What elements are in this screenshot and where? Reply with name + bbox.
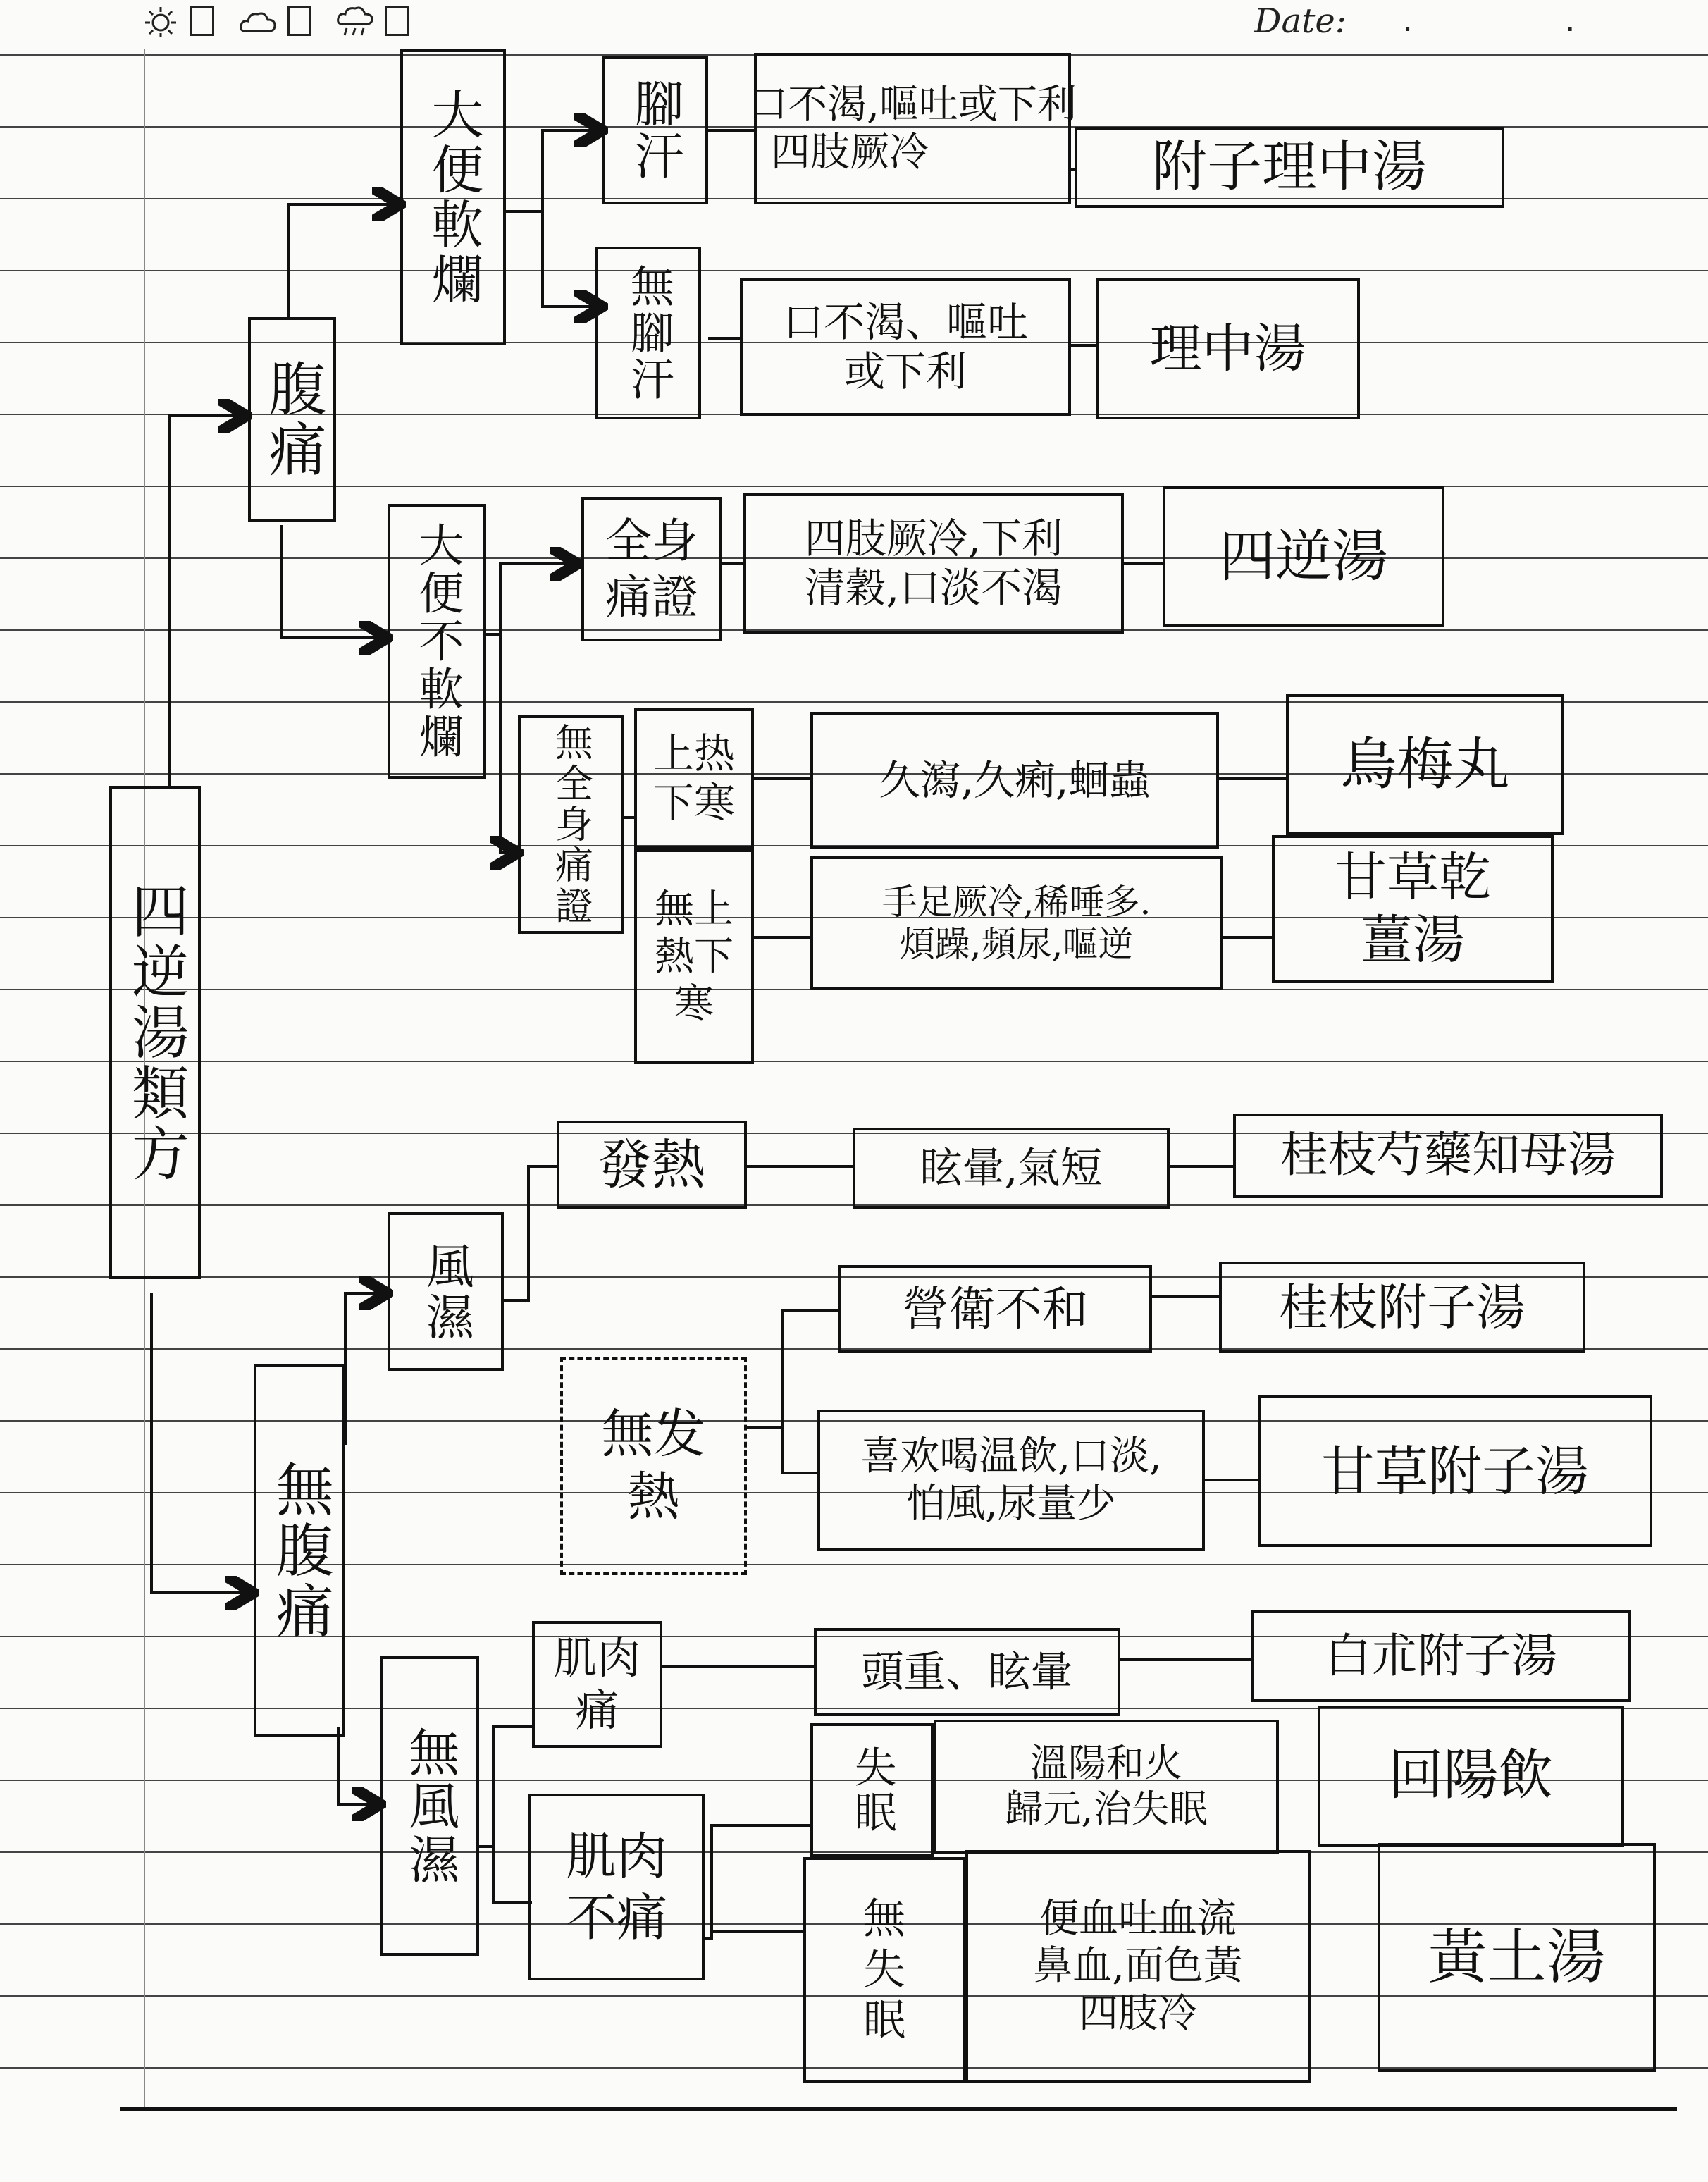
node-ji-rou-bu-tong: 肌肉 不痛 (528, 1794, 705, 1980)
node-wu-shi-mian: 無 失 眠 (803, 1857, 965, 2083)
symptom-s10: 溫陽和火 歸元,治失眠 (934, 1720, 1279, 1854)
edge-fengshi-fare (504, 1166, 557, 1300)
node-quan-shen-tong-zheng: 全身 痛證 (581, 497, 722, 641)
edge-wufutong-wufengshi (338, 1727, 380, 1804)
edge-bujirou-shimian (705, 1825, 810, 1938)
edge-root-futong (169, 416, 247, 789)
edge-dabian-wujiaohan (543, 211, 602, 307)
node-fa-re: 發熱 (557, 1121, 747, 1209)
symptom-s9: 頭重、眩暈 (814, 1628, 1120, 1716)
node-wu-feng-shi: 無風濕 (380, 1656, 479, 1956)
symptom-s2: 口不渴、嘔吐 或下利 (740, 278, 1071, 416)
edge-futong-dabian (289, 204, 400, 317)
edge-wufare-s8 (782, 1427, 817, 1473)
symptom-s4: 久瀉,久痢,蛔蟲 (810, 712, 1219, 849)
edge-root-wufutong (151, 1293, 254, 1593)
root-node: 四逆湯類方 (109, 786, 201, 1279)
edge-bujirou-wushimian (712, 1931, 803, 1938)
node-da-bian-ruan-lan: 大便軟爛 (400, 49, 506, 345)
bottom-rule (120, 2107, 1677, 2111)
node-da-bian-bu-ruan-lan: 大便不軟爛 (388, 504, 486, 779)
symptom-s6: 眩暈,氣短 (853, 1128, 1170, 1209)
formula-f8: 甘草附子湯 (1258, 1395, 1652, 1547)
symptom-s7: 營衛不和 (838, 1265, 1152, 1353)
node-wu-fa-re: 無发 熱 (560, 1357, 747, 1575)
edge-buruan-wuquanshen (500, 634, 518, 853)
node-shang-re-xia-han: 上热 下寒 (634, 708, 754, 849)
formula-f10: 回陽飲 (1318, 1706, 1624, 1847)
node-wu-fu-tong: 無腹痛 (254, 1364, 345, 1737)
symptom-s1: 口不渴,嘔吐或下利 四肢厥冷 (754, 53, 1071, 204)
date-value: . . (1402, 0, 1646, 39)
edge-wufengshi-bujirou (493, 1847, 532, 1903)
formula-f9: 白朮附子湯 (1251, 1610, 1631, 1702)
node-fu-tong: 腹痛 (248, 317, 336, 522)
symptom-s3: 四肢厥冷,下利 清穀,口淡不渴 (743, 493, 1124, 634)
formula-f5: 甘草乾 薑湯 (1272, 835, 1554, 983)
edge-buruan-quanshen (486, 564, 578, 634)
formula-f11: 黃土湯 (1378, 1843, 1656, 2072)
node-wu-shang-re-xia-han: 無上 熱下 寒 (634, 849, 754, 1064)
formula-f1: 附子理中湯 (1075, 127, 1504, 208)
node-jiao-han: 腳汗 (602, 56, 708, 204)
symptom-s11: 便血吐血流 鼻血,面色黃 四肢冷 (965, 1850, 1311, 2083)
edge-dabian-jiaohan (506, 130, 602, 211)
node-shi-mian: 失眠 (810, 1723, 934, 1857)
edge-wufengshi-jirou (479, 1727, 532, 1847)
node-ji-rou-tong: 肌肉 痛 (532, 1621, 662, 1748)
symptom-s5: 手足厥冷,稀唾多. 煩躁,頻尿,嘔逆 (810, 856, 1223, 990)
node-feng-shi: 風濕 (388, 1212, 504, 1371)
formula-f6: 桂枝芍藥知母湯 (1233, 1114, 1663, 1198)
formula-f4: 烏梅丸 (1286, 694, 1564, 835)
date-label: Date: (1254, 1, 1347, 41)
formula-f7: 桂枝附子湯 (1219, 1262, 1585, 1353)
formula-f3: 四逆湯 (1163, 486, 1444, 627)
node-wu-quan-shen-tong-zheng: 無全身痛證 (518, 715, 624, 934)
edge-futong-buruan (282, 525, 388, 638)
symptom-s8: 喜欢喝温飲,口淡, 怕風,尿量少 (817, 1410, 1205, 1551)
formula-f2: 理中湯 (1096, 278, 1360, 419)
node-wu-jiao-han: 無腳汗 (595, 247, 701, 419)
edge-wufutong-fengshi (345, 1293, 388, 1445)
